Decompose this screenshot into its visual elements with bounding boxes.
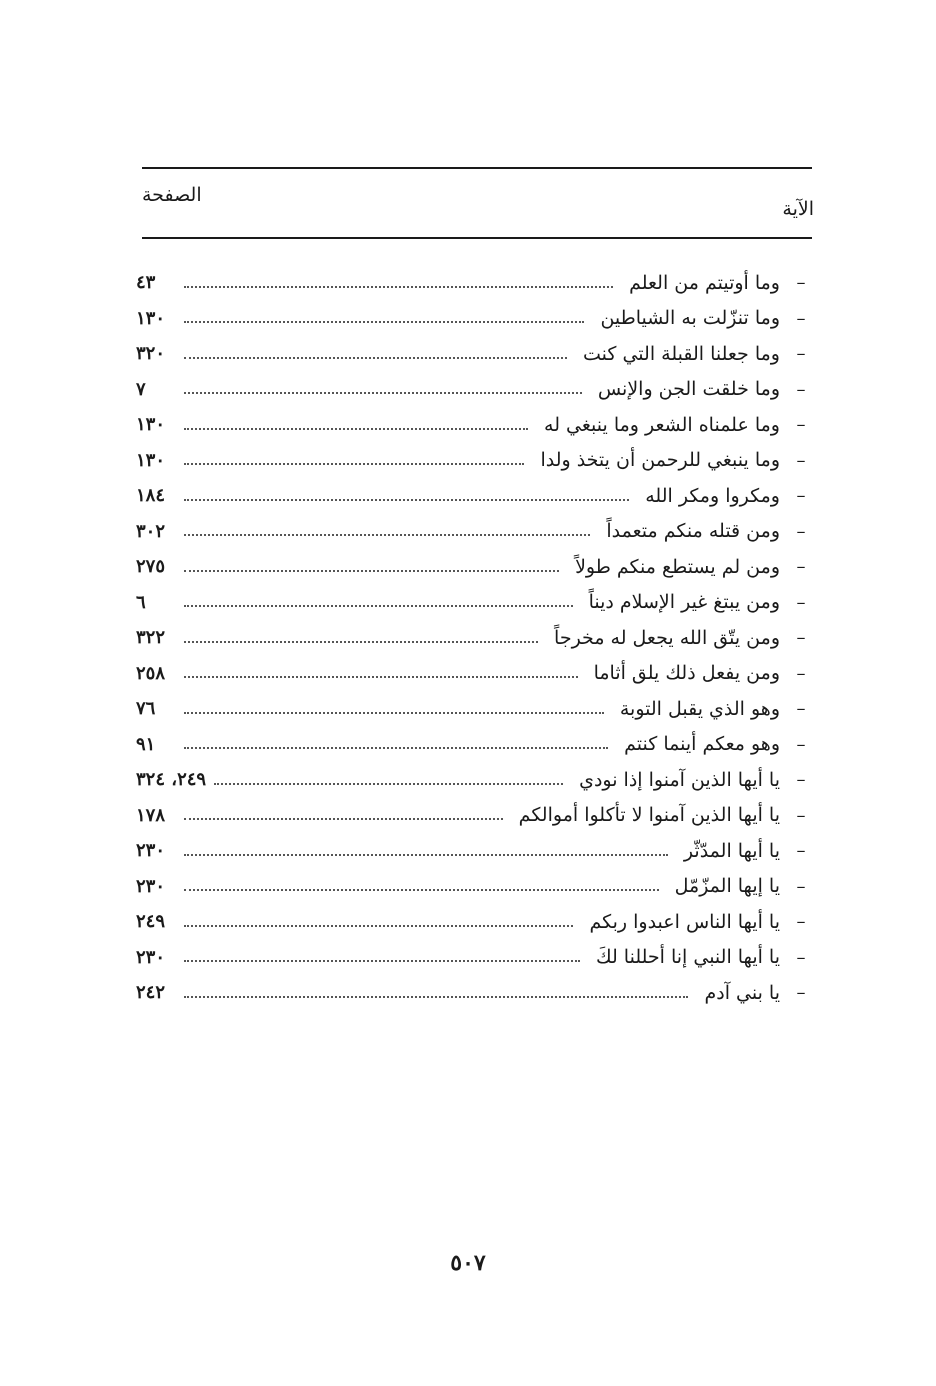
entry-verse-text: وما تنزّلت به الشياطين xyxy=(600,307,780,330)
entry-verse-text: ومن قتله منكم متعمداً xyxy=(606,520,780,543)
index-entry xyxy=(132,301,812,337)
entry-page-number: ٢٤٩ xyxy=(136,911,166,933)
entry-dash: – xyxy=(796,485,806,507)
index-entry xyxy=(132,833,812,869)
verse-index-list xyxy=(132,265,812,1011)
dot-leader xyxy=(184,676,578,678)
entry-verse-text: وهو معكم أينما كنتم xyxy=(624,733,780,756)
entry-verse-text: يا بني آدم xyxy=(704,981,780,1004)
entry-verse-text: يا أيها الذين آمنوا لا تأكلوا أموالكم xyxy=(518,804,780,827)
entry-dash: – xyxy=(796,343,806,365)
dot-leader xyxy=(214,783,563,785)
entry-verse-text: يا أيها الناس اعبدوا ربكم xyxy=(589,910,780,933)
entry-dash: – xyxy=(796,556,806,578)
entry-dash: – xyxy=(796,733,806,755)
entry-dash: – xyxy=(796,911,806,933)
entry-page-number: ١٣٠ xyxy=(136,307,166,329)
index-entry xyxy=(132,691,812,727)
dot-leader xyxy=(184,818,503,820)
entry-page-number: ٢٣٠ xyxy=(136,875,166,897)
dot-leader xyxy=(184,463,524,465)
entry-dash: – xyxy=(796,627,806,649)
header-top-rule xyxy=(142,167,812,169)
index-entry xyxy=(132,443,812,479)
dot-leader xyxy=(184,925,573,927)
entry-dash: – xyxy=(796,840,806,862)
entry-page-number: ٩١ xyxy=(136,733,156,755)
entry-page-number: ٣٠٢ xyxy=(136,520,166,542)
entry-page-number: ٢٣٠ xyxy=(136,946,166,968)
entry-verse-text: ومكروا ومكر الله xyxy=(645,484,780,507)
dot-leader xyxy=(184,996,688,998)
entry-verse-text: وما جعلنا القبلة التي كنت xyxy=(583,342,780,365)
entry-page-number: ٣٢٠ xyxy=(136,343,166,365)
index-entry xyxy=(132,869,812,905)
index-entry xyxy=(132,762,812,798)
dot-leader xyxy=(184,889,659,891)
entry-dash: – xyxy=(796,272,806,294)
entry-verse-text: وما خلقت الجن والإنس xyxy=(597,378,780,401)
page-number: ٥٠٧ xyxy=(450,1250,486,1276)
entry-page-number: ٢٥٨ xyxy=(136,662,166,684)
dot-leader xyxy=(184,428,528,430)
entry-page-number: ٧٦ xyxy=(136,698,156,720)
index-entry xyxy=(132,336,812,372)
entry-dash: – xyxy=(796,662,806,684)
entry-dash: – xyxy=(796,804,806,826)
entry-dash: – xyxy=(796,591,806,613)
entry-dash: – xyxy=(796,520,806,542)
dot-leader xyxy=(184,499,629,501)
dot-leader xyxy=(184,605,573,607)
entry-verse-text: ومن لم يستطع منكم طولاً xyxy=(575,555,780,578)
header-bottom-rule xyxy=(142,237,812,239)
entry-verse-text: يا أيها الذين آمنوا إذا نودي xyxy=(579,768,780,791)
entry-dash: – xyxy=(796,769,806,791)
entry-verse-text: ومن يتّق الله يجعل له مخرجاً xyxy=(554,626,780,649)
dot-leader xyxy=(184,392,582,394)
entry-dash: – xyxy=(796,378,806,400)
entry-page-number: ٢٧٥ xyxy=(136,556,166,578)
index-entry xyxy=(132,265,812,301)
entry-verse-text: وما علمناه الشعر وما ينبغي له xyxy=(544,413,780,436)
index-entry xyxy=(132,372,812,408)
index-entry xyxy=(132,620,812,656)
dot-leader xyxy=(184,641,538,643)
entry-page-number: ٧ xyxy=(136,378,146,400)
entry-page-number: ٣٢٢ xyxy=(136,627,166,649)
entry-verse-text: ومن يبتغ غير الإسلام ديناً xyxy=(588,591,780,614)
entry-dash: – xyxy=(796,307,806,329)
entry-page-number: ٢٤٩، ٣٢٤ xyxy=(136,769,207,791)
entry-verse-text: وهو الذي يقبل التوبة xyxy=(619,697,780,720)
index-entry xyxy=(132,975,812,1011)
dot-leader xyxy=(184,747,608,749)
index-entry xyxy=(132,478,812,514)
entry-dash: – xyxy=(796,946,806,968)
index-entry xyxy=(132,727,812,763)
index-entry xyxy=(132,585,812,621)
entry-verse-text: وما أوتيتم من العلم xyxy=(629,271,780,294)
dot-leader xyxy=(184,854,668,856)
index-entry xyxy=(132,904,812,940)
entry-verse-text: وما ينبغي للرحمن أن يتخذ ولدا xyxy=(540,449,780,472)
entry-page-number: ٦ xyxy=(136,591,146,613)
entry-dash: – xyxy=(796,875,806,897)
index-entry xyxy=(132,656,812,692)
entry-dash: – xyxy=(796,449,806,471)
entry-page-number: ١٣٠ xyxy=(136,449,166,471)
dot-leader xyxy=(184,286,613,288)
entry-dash: – xyxy=(796,982,806,1004)
index-entry xyxy=(132,798,812,834)
dot-leader xyxy=(184,960,580,962)
entry-page-number: ٢٤٢ xyxy=(136,982,166,1004)
verse-column-heading: الآية xyxy=(782,198,814,220)
page-column-heading: الصفحة xyxy=(142,184,202,206)
index-entry xyxy=(132,514,812,550)
index-entry xyxy=(132,549,812,585)
entry-dash: – xyxy=(796,414,806,436)
entry-page-number: ١٧٨ xyxy=(136,804,166,826)
entry-page-number: ١٨٤ xyxy=(136,485,166,507)
index-entry xyxy=(132,407,812,443)
dot-leader xyxy=(184,357,567,359)
dot-leader xyxy=(184,534,590,536)
dot-leader xyxy=(184,570,559,572)
dot-leader xyxy=(184,321,584,323)
entry-verse-text: يا أيها المدّثّر xyxy=(683,839,780,862)
index-entry xyxy=(132,940,812,976)
entry-dash: – xyxy=(796,698,806,720)
entry-page-number: ١٣٠ xyxy=(136,414,166,436)
entry-page-number: ٤٣ xyxy=(136,272,156,294)
entry-verse-text: يا أيها النبي إنا أحللنا لكَ xyxy=(595,946,780,969)
entry-page-number: ٢٣٠ xyxy=(136,840,166,862)
entry-verse-text: يا إيها المزّمّل xyxy=(674,875,780,898)
entry-verse-text: ومن يفعل ذلك يلق أثاما xyxy=(593,662,780,685)
dot-leader xyxy=(184,712,604,714)
